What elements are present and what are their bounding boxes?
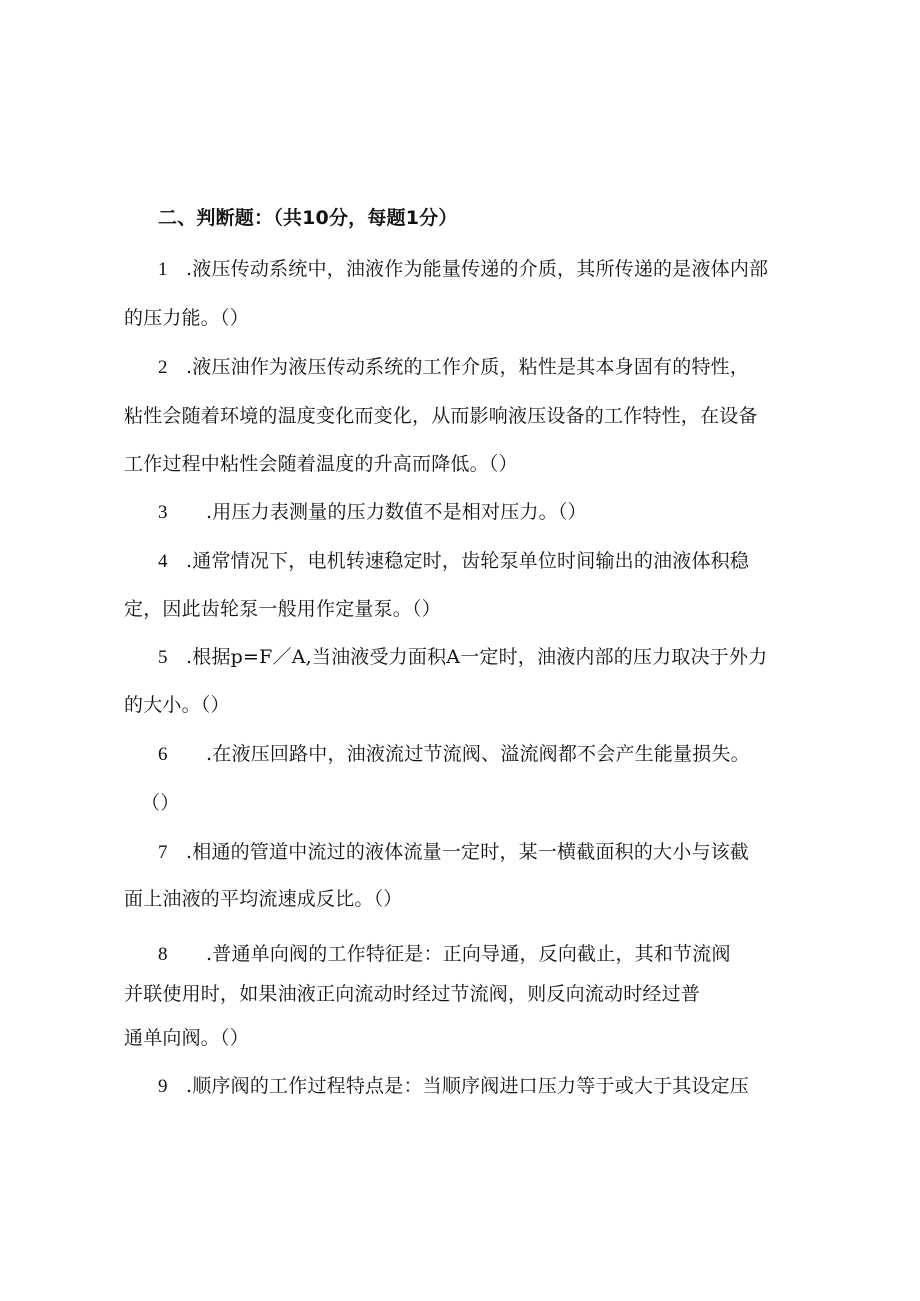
question-8-text-1: .普通单向阀的工作特征是：正向导通，反向截止，其和节流阀 xyxy=(206,943,731,965)
question-6-line-2: （） xyxy=(141,792,180,814)
question-5-line-2: 的大小。（） xyxy=(124,694,230,716)
question-2-number: 2 xyxy=(158,357,168,378)
question-1-text-1: .液压传动系统中，油液作为能量传递的介质，其所传递的是液体内部 xyxy=(186,258,769,280)
question-5-text-1: .根据p=F／A,当油液受力面积A一定时，油液内部的压力取决于外力 xyxy=(186,646,768,668)
section-heading: 二、判断题：（共10分，每题1分） xyxy=(158,207,458,229)
question-2-line-3: 工作过程中粘性会随着温度的升高而降低。（） xyxy=(124,453,518,475)
question-5-number: 5 xyxy=(158,647,168,668)
question-6-number: 6 xyxy=(158,744,168,765)
question-4-number: 4 xyxy=(158,551,168,572)
question-9-line-1 xyxy=(158,1074,749,1099)
question-8-number: 8 xyxy=(158,944,168,965)
question-7-text-1: .相通的管道中流过的液体流量一定时，某一横截面积的大小与该截 xyxy=(186,841,750,863)
question-1-line-1 xyxy=(158,257,768,282)
question-1-line-2: 的压力能。（） xyxy=(124,307,249,329)
question-9-text-1: .顺序阀的工作过程特点是：当顺序阀进口压力等于或大于其设定压 xyxy=(186,1075,750,1097)
question-3-text-1: .用压力表测量的压力数值不是相对压力。（） xyxy=(206,501,587,523)
question-7-line-2: 面上油液的平均流速成反比。（） xyxy=(124,888,403,910)
question-4-line-2: 定，因此齿轮泵一般用作定量泵。（） xyxy=(124,598,441,620)
question-6-text-1: .在液压回路中，油液流过节流阀、溢流阀都不会产生能量损失。 xyxy=(206,743,750,765)
question-8-line-3: 通单向阀。（） xyxy=(124,1027,249,1049)
question-3-line-1 xyxy=(158,500,587,525)
question-9-number: 9 xyxy=(158,1076,168,1097)
question-6-line-1 xyxy=(158,742,750,767)
question-7-line-1 xyxy=(158,840,749,865)
question-8-line-1 xyxy=(158,942,731,967)
question-4-line-1 xyxy=(158,549,749,574)
question-2-text-1: .液压油作为液压传动系统的工作介质，粘性是其本身固有的特性， xyxy=(186,356,750,378)
question-1-number: 1 xyxy=(158,259,168,280)
question-8-line-2: 并联使用时，如果油液正向流动时经过节流阀，则反向流动时经过普 xyxy=(124,983,701,1005)
question-3-number: 3 xyxy=(158,502,168,523)
question-4-text-1: .通常情况下，电机转速稳定时，齿轮泵单位时间输出的油液体积稳 xyxy=(186,550,750,572)
question-2-line-1 xyxy=(158,355,749,380)
question-5-line-1 xyxy=(158,645,767,670)
question-7-number: 7 xyxy=(158,842,168,863)
question-2-line-2: 粘性会随着环境的温度变化而变化，从而影响液压设备的工作特性，在设备 xyxy=(124,405,758,427)
